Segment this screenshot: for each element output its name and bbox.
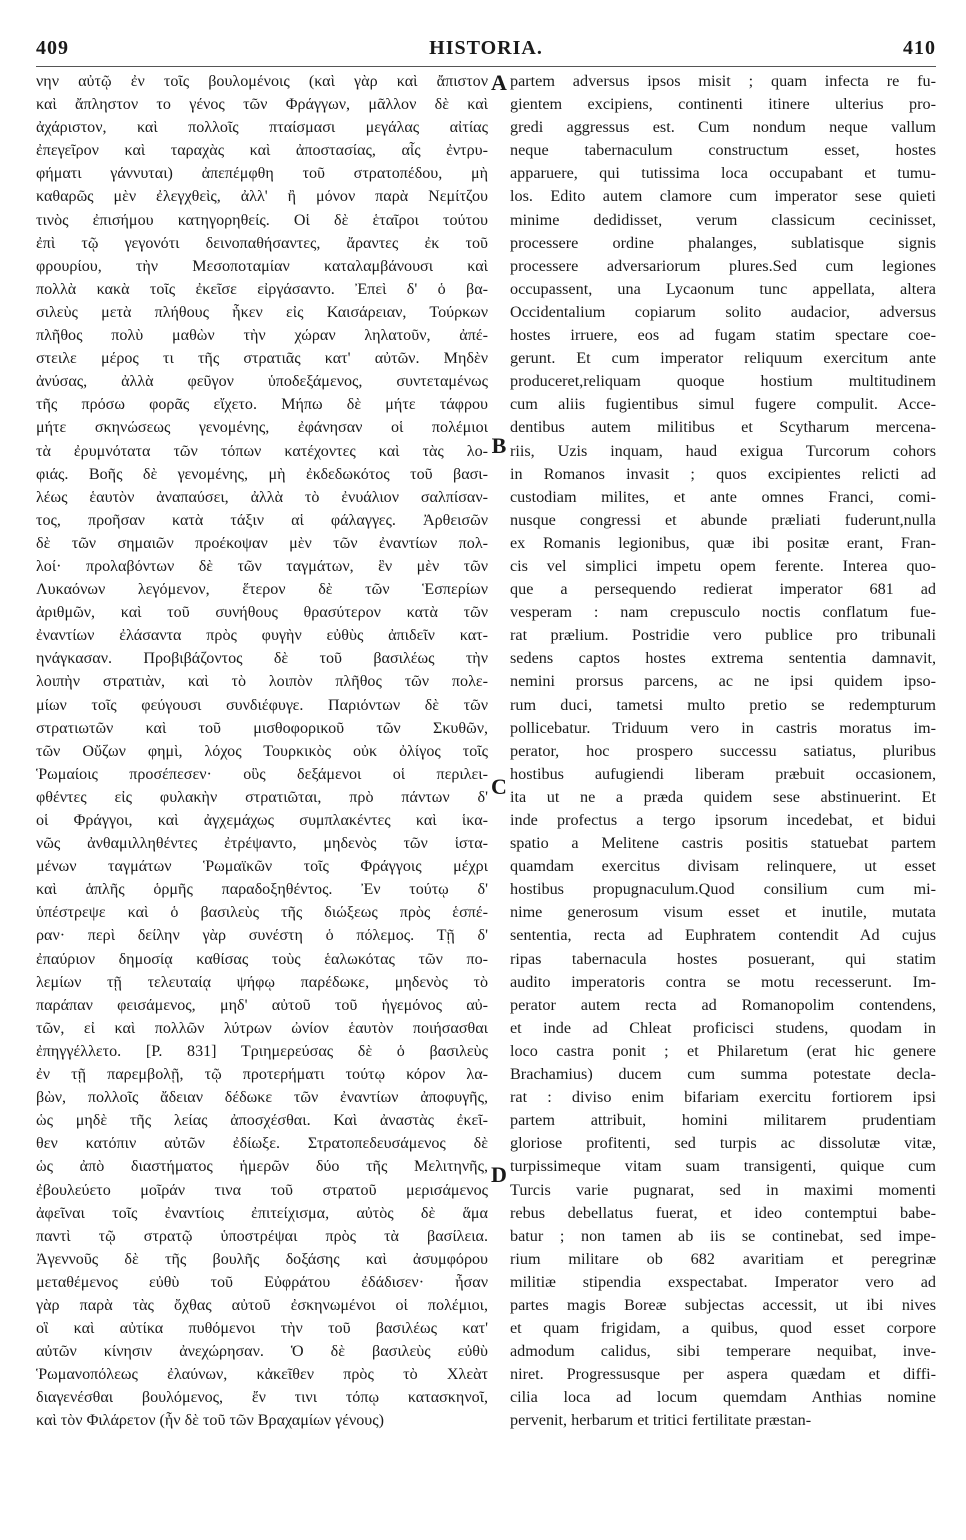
greek-text-line: Λυκαόνων λεγόμενον, ἕτερον δὲ τῶν Ἑσπερίων [36,581,488,599]
left-page-number: 409 [36,36,69,59]
greek-text-line: διαγενέσθαι βουλόμενος, ἔν τινι τόπῳ κατασκηνοῖ, [36,1389,488,1407]
latin-text-line: rebus debellatus fuerat, et ideo contemptui babe- [510,1203,936,1222]
greek-text-line: μένων ταγμάτων Ῥωμαϊκῶν τοῖς Φράγγοις μέχρι [36,858,488,876]
latin-text-line: admodum calidus, sibi temperare nequibat, inve- [510,1342,936,1361]
greek-text-line: Ῥωμαίοις προσέπεσεν· οὓς δεξάμενοι οἱ περιλει- [36,765,488,783]
greek-text-line: ἐπὶ τῷ γεγονότι δεινοπαθήσαντες, ἄραντες ἐκ τοῦ [36,234,488,252]
latin-text-line: ex Romanis legionibus, quæ ibi positæ erant, Fran- [510,533,936,552]
latin-text-line: partem adversus ipsos misit ; quam infecta re fu- [510,72,936,90]
latin-text-line: audito imperatoris contra se motu recesserunt. Im- [510,972,936,991]
greek-text-line: ηνάγκασαν. Προβιβάζοντος δὲ τοῦ βασιλέως τὴν [36,650,488,668]
latin-text-line: nime generosum visum esset et inutile, mutata [510,903,936,922]
latin-text-line: gloriose profitenti, sed turpis ac dissolutæ vitæ, [510,1134,936,1153]
latin-text-line: riis, Uzis inquam, haud exigua Turcorum cohors [510,441,936,460]
greek-text-line: σιλεὺς μετὰ πλήθους ἧκεν εἰς Καισάρειαν, Τούρκων [36,303,488,321]
greek-text-line: οἱ Φράγγοι, καὶ ἀγχεμάχως συμπλακέντες καὶ ἱκα- [36,812,488,829]
greek-text-line: καὶ ἁπλῆς ὁρμῆς παραδοξηθέντος. Ἐν τούτῳ δ' [36,881,488,899]
greek-text-line: ἀριθμῶν, καὶ τοῦ συνήθους θρασύτερον κατὰ τῶν [36,604,488,622]
latin-text-line: ripas tabernacula hostes posuerant, qui statim [510,949,936,968]
latin-text-line: Occidentalium copiarum solito audacior, adversus [510,302,936,321]
latin-text-line: partes magis Boreæ subjectas accessit, ut ibi nives [510,1295,936,1314]
greek-text-line: ὡς ἀπὸ διαστήματος ἡμερῶν δύο τῆς Μελιτηνῆς, [36,1158,488,1176]
latin-text-line: gredi aggressus est. Cum nondum neque vallum [510,118,936,137]
section-marker-d: D [491,1162,507,1187]
greek-text-line: τῶν Οὔζων φημὶ, λόχος Τουρκικὸς οὐκ ὀλίγος τοῖς [36,742,488,760]
greek-text-line: φθέντες εἰς φυλακὴν στρατιῶται, πρὸ πάντων δ' [36,788,488,806]
greek-text-line: πολλὰ κακὰ τοῖς ἐκεῖσε εἰργάσαντο. Ἐπεὶ δ' ὁ βα- [36,280,488,298]
latin-text-line: custodiam milites, et ante omnes Franci, comi- [510,487,936,506]
latin-text-line: sententia, recta ad Euphratem contendit Ad cujus [510,926,936,945]
latin-text-line: pollicebatur. Triduum vero in castris moratus im- [510,718,936,737]
latin-text-line: que a persequendo redierat imperator 681 ad [510,580,936,599]
greek-text-line: φιάς. Βοῆς δὲ γενομένης, μὴ ἐκδεδωκότος τοῦ βασι- [36,465,488,483]
latin-text-line: minime dedidisset, verum classicum cecinisset, [510,210,936,229]
greek-text-line: μεταθέμενος εὐθὺ τοῦ Εὐφράτου ἐδάδισεν· ἦσαν [36,1273,488,1291]
greek-text-line: τος, προῆσαν κατὰ τάξιν αἱ φάλαγγες. Ἀρθεισῶν [36,511,488,529]
greek-text-line: ἐν τῇ παρεμβολῇ, τῷ προτερήματι τούτῳ κόρον λα- [36,1066,488,1084]
latin-text-column [510,70,936,1516]
greek-text-line: ἀφεῖναι τοῖς ἐναντίοις ἐπιτείχισμα, αὐτὸς δὲ ἅμα [36,1204,488,1222]
greek-text-line: ὡς μηδὲ τῆς λείας ἀποσχέσθαι. Καὶ ἀναστὰς ἐκεῖ- [36,1112,488,1130]
greek-text-line: τῶν, εἰ καὶ πολλῶν λύτρων ὠνίον ἑαυτὸν ποιήσασθαι [36,1019,488,1037]
greek-text-line: λεμίων τῇ τελευταίᾳ ψήφῳ παρέδωκε, μηδενὸς τὸ [36,973,488,991]
greek-text-line: νην αὐτῷ ἐν τοῖς βουλομένοις (καὶ γὰρ καὶ ἄπιστον [36,73,488,90]
latin-text-line: et quam frigidam, a quibus, quod esset corpore [510,1319,936,1338]
latin-text-line: loco castra ponit ; et Philaretum (erat hic genere [510,1041,936,1060]
latin-text-line: rat : diviso enim bifariam exercitu fortiorem ipsi [510,1088,936,1107]
latin-text-line: pervenit, herbarum et tritici fertilitate præstan- [510,1411,812,1430]
greek-text-line: στρατιωτῶν καὶ τοῦ μισθοφορικοῦ τῶν Σκυθῶν, [36,719,488,737]
latin-text-line: occupassent, una Lycaonum tunc appellata, altera [510,279,936,298]
latin-text-line: los. Edito autem clamore cum imperator sese quieti [510,187,936,206]
latin-text-line: Brachamius) ducem cum summa potestate decla- [510,1065,936,1084]
greek-text-line: στειλε μέρος τι τῆς στρατιᾶς κατ' αὐτῶν. Μηδὲν [36,350,488,368]
latin-text-line: hostes irruere, eos ad fugam statim spectare coe- [510,326,936,345]
greek-text-line: φήματι γάννυται) ἀπεπέμφθη τοῦ στρατοπέδου, μὴ [36,165,488,183]
greek-text-line: καὶ τὸν Φιλάρετον (ἦν δὲ τοῦ τῶν Βραχαμίων γένους) [36,1412,384,1430]
latin-text-line: Turcis varie pugnarat, sed in maximi momenti [510,1180,936,1199]
greek-text-line: λοί· προλαβόντων δὲ τῶν ταγμάτων, ἓν μὲν τῶν [36,557,488,575]
greek-text-line: ἀχάριστον, καὶ πολλοῖς πταίσμασι μεγάλας αἰτίας [36,119,488,137]
latin-text-line: rat prælium. Postridie vero publice pro tribunali [510,626,936,645]
latin-text-line: niret. Progressusque per aspera quædam et diffi- [510,1365,936,1384]
greek-text-line: παντὶ τῷ στρατῷ ὑποστρέψαι πρὸς τὰ βασίλεια. [36,1227,488,1245]
latin-text-line: cum aliis fugientibus simul fugere compulit. Acce- [510,395,936,414]
latin-text-line: sedens captos hostes extrema sententia damnavit, [510,649,936,668]
latin-text-line: neque tabernaculum constructum esset, hostes [510,141,936,160]
greek-text-line: ἀνύσας, ἀλλὰ φεῦγον ὑποδεξάμενος, συντεταμένως [36,373,488,391]
latin-text-line: spatio a Melitene castris positis statuebat partem [510,834,936,853]
latin-text-line: vesperam : nam crepusculo noctis conflatum fue- [510,603,936,622]
running-header [36,30,936,67]
greek-text-line: ὑπέστρεψε καὶ ὁ βασιλεὺς τῆς διώξεως πρὸς ἑσπέ- [36,904,488,922]
greek-text-line: καὶ ἄπληστον το γένος τῶν Φράγγων, μᾶλλον δὲ καὶ [36,96,488,114]
latin-text-line: processere ordine phalanges, sublatisque signis [510,233,936,252]
greek-text-line: ἐπαύριον δημοσίᾳ καθίσας τοὺς ἑαλωκότας τῶν πο- [36,950,488,968]
greek-text-line: παράπαν φεισάμενος, μηδ' αὐτοῦ τοῦ ἡγεμόνος αὐ- [36,996,488,1014]
latin-text-line: turpissimeque vitam suam transigenti, quique cum [510,1157,936,1176]
latin-text-line: in Romanos invasit ; quos excipientes relicti ad [510,464,936,483]
section-marker-c: C [491,774,507,799]
section-marker-b: B [491,433,507,458]
latin-text-line: cis vel simplici impetu opem ferente. Interea quo- [510,556,936,575]
running-title: HISTORIA. [429,36,543,59]
greek-text-line: δὲ τῶν σημαιῶν προέκοψαν μὲν τῶν ἐναντίων πολ- [36,534,488,552]
greek-text-line: οἳ καὶ αὐτίκα πυθόμενοι τὴν τοῦ βασιλέως κατ' [36,1320,488,1338]
greek-text-line: νῶς ἀνθαμιλληθέντες ἐτρέψαντο, μηδενὸς τῶν ἱστα- [36,835,488,853]
latin-text-line: perator autem recta ad Romanopolim contendens, [510,995,936,1014]
greek-text-line: καθαρῶς μὲν ἐλεγχθεὶς, ἀλλ' ἢ μόνον παρὰ Νεμίτζου [36,188,488,206]
latin-text-line: gientem excipiens, continenti itinere ulterius pro- [510,95,936,114]
latin-text-line: apparuere, qui tutissima loca occupabant et tumu- [510,164,936,183]
greek-text-line: μίων τοῖς φεύγουσι συνδιέφυγε. Παριόντων δὲ τῶν [36,696,488,714]
latin-text-line: hostibus propugnaculum.Quod consilium cum mi- [510,880,936,899]
right-page-number: 410 [902,36,936,59]
greek-text-line: τὰ ἐρυμνότατα τῶν τόπων κατέχοντες καὶ τὰς λο- [36,442,488,460]
greek-text-line: μήτε σκηνώσεως γενομένης, ἐφάνησαν οἱ πολέμιοι [36,419,488,437]
latin-text-line: rium militare ob 682 avaritiam et peregrinæ [510,1249,936,1268]
greek-text-line: ἐβουλεύετο μοῖράν τινα τοῦ στρατοῦ μερισάμενος [36,1181,488,1199]
latin-text-line: et inde ad Chleat proficisci studens, quodam in [510,1018,936,1037]
greek-text-line: ἐπεγεῖρον καὶ ταραχὰς καὶ ἀποστασίας, αἷς ἐντρυ- [36,142,488,160]
latin-text-line: dentibus autem militibus et Scytharum mercena- [510,418,936,437]
greek-text-line: τῆς πρόσω φορᾶς εἴχετο. Μήπω δὲ μήτε τάφρου [36,396,488,414]
greek-text-line: λοιπὴν στρατιὰν, καὶ τὸ λοιπὸν πλῆθος τῶν πολε- [36,673,488,691]
latin-text-line: partem attribuit, homini militarem prudentiam [510,1111,936,1130]
latin-text-line: militiæ stipendia exspectabat. Imperator vero ad [510,1272,936,1291]
latin-text-line: hostibus aufugiendi liberam præbuit occasionem, [510,764,936,783]
greek-text-line: ραν· περὶ δείλην γὰρ συνέστη ὁ πόλεμος. Τῇ δ' [36,927,488,945]
latin-text-line: batur ; non tamen ab iis se continebat, sed impe- [510,1226,936,1245]
latin-text-line: nusque congressi et abunde præliati fuderunt,nulla [510,510,936,529]
latin-text-line: rum duci, tametsi multo pretio se redempturum [510,695,936,714]
latin-text-line: perator, hoc prospero successu satiatus, pluribus [510,741,936,760]
greek-text-line: Ῥωμανοπόλεως ἐλαύνων, κἀκεῖθεν πρὸς τὸ Χλεὰτ [36,1366,488,1384]
latin-text-line: quamdam exercitus divisam relinquere, ut esset [510,857,936,876]
greek-text-line: ἐπηγγέλλετο. [P. 831] Τριημερεύσας δὲ ὁ βασιλεὺς [36,1042,488,1060]
greek-text-column [36,70,488,1516]
greek-text-line: φρουρίου, τὴν Μεσοποταμίαν καταλαμβάνουσι καὶ [36,257,488,275]
greek-text-line: λέως ἑαυτὸν ἀναπαύσει, ἀλλὰ τὸ ἐνυάλιον σαλπίσαν- [36,488,488,506]
latin-text-line: gerunt. Et cum imperator reliquum exercitum ante [510,349,936,368]
latin-text-line: produceret,reliquam quoque hostium multitudinem [510,372,936,391]
latin-text-line: ita ut ne a præda quidem sese abstinuerint. Et [510,787,936,806]
greek-text-line: βὼν, πολλοῖς ἄδειαν δέδωκε τῶν ἐναντίων ἀποφυγῆς, [36,1089,488,1107]
greek-text-line: θεν κατόπιν αὐτῶν ἐδίωξε. Στρατοπεδευσάμενος δὲ [36,1135,488,1153]
greek-text-line: γὰρ παρὰ τὰς ὄχθας αὐτοῦ ἐσκηνωμένοι οἱ πολέμιοι, [36,1296,488,1314]
latin-text-line: nemini prorsus parcens, ac ne ipsi quidem ipso- [510,672,936,691]
greek-text-line: πλῆθος πολὺ μαθὼν τὴν χώραν ληλατοῦν, ἀπέ- [36,327,488,345]
section-marker-a: A [491,70,507,95]
latin-text-line: inde profectus a tergo ipsorum incedebat, et bidui [510,811,936,829]
latin-text-line: cilia loca ad locum quemdam Anthias nomine [510,1388,936,1407]
greek-text-line: τινὸς ἐπισήμου κατηγορηθείς. Οἱ δὲ ἑταῖροι τούτου [36,211,488,229]
latin-text-line: processere adversariorum plures.Sed cum legiones [510,256,936,275]
greek-text-line: αὐτῶν κίνησιν ἀνεχώρησαν. Ὁ δὲ βασιλεὺς εὐθὺ [36,1343,488,1361]
greek-text-line: Ἀγεννοῦς δὲ τῆς βουλῆς δοξάσης καὶ ἀσυμφόρου [36,1250,488,1268]
greek-text-line: ἐναντίων ἐλάσαντα πρὸς φυγὴν εὐθὺς ἀπιδεῖν κατ- [36,627,488,645]
